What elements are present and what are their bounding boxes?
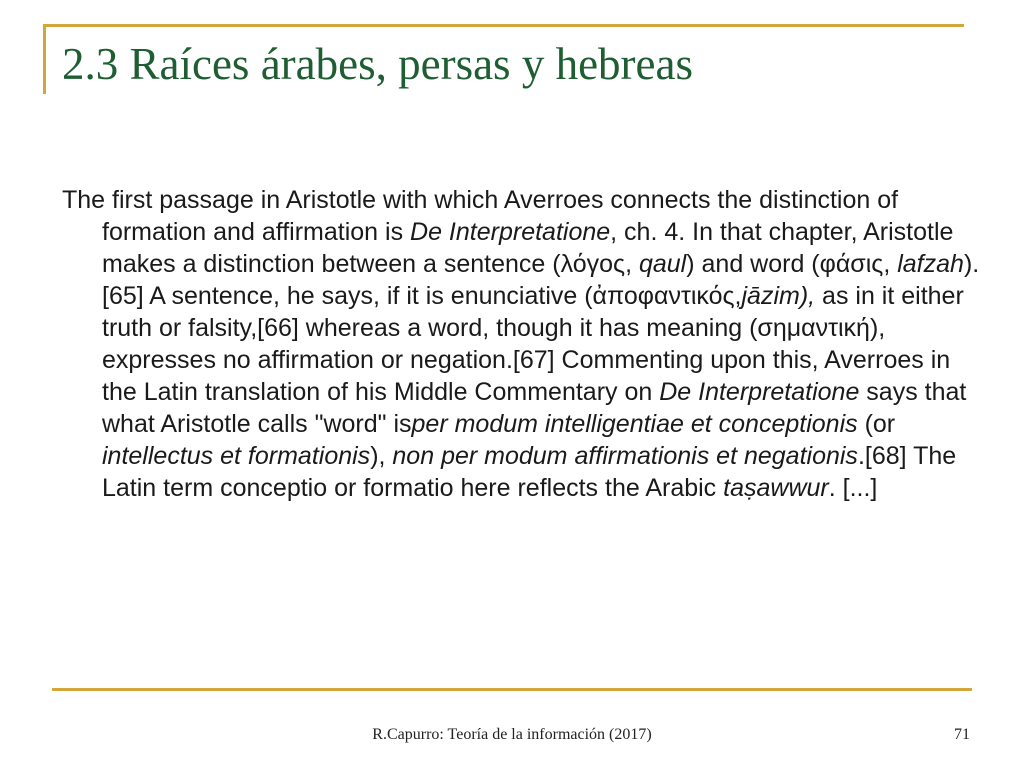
italic-text-run: taṣawwur [723,474,829,502]
text-run: (or [857,410,896,438]
text-run: says that what Aristotle calls "word" is [102,378,967,438]
text-run: The first passage in Aristotle with which Averroes connects the distinction of formation and affirmation is [62,186,899,246]
text-run: ), [370,442,393,470]
italic-text-run: qaul [638,250,687,278]
top-rule [43,24,964,27]
italic-text-run: per modum intelligentiae et conceptionis [411,410,858,438]
text-run: as in it either truth or falsity,[66] whereas a word, though it has meaning (σημαντική), expresses no affirmation or negation.[67] Commenting upon this, Averroes in the Latin translation of his Middle Commentary on [102,282,964,406]
italic-text-run: De Interpretatione [659,378,860,406]
text-run: ). [65] A sentence, he says, if it is enunciative (ἀποφαντικός, [102,250,980,310]
text-run: ) and word (φάσις, [686,250,898,278]
italic-text-run: intellectus et formationis [102,442,371,470]
left-rule [43,24,46,94]
body-paragraph [62,184,982,504]
text-run: . [...] [828,474,878,502]
footer-credit: R.Capurro: Teoría de la información (2017) [372,726,652,743]
italic-text-run: De Interpretatione [410,218,611,246]
page-number: 71 [954,726,970,743]
italic-text-run: jāzim), [741,282,816,310]
italic-text-run: lafzah [897,250,964,278]
text-run: .[68] The Latin term conceptio or formatio here reflects the Arabic [102,442,957,502]
bottom-rule [52,688,972,691]
slide-title: 2.3 Raíces árabes, persas y hebreas [62,39,693,89]
text-run: , ch. 4. In that chapter, Aristotle makes a distinction between a sentence (λόγος, [102,218,954,278]
italic-text-run: non per modum affirmationis et negationis [392,442,858,470]
